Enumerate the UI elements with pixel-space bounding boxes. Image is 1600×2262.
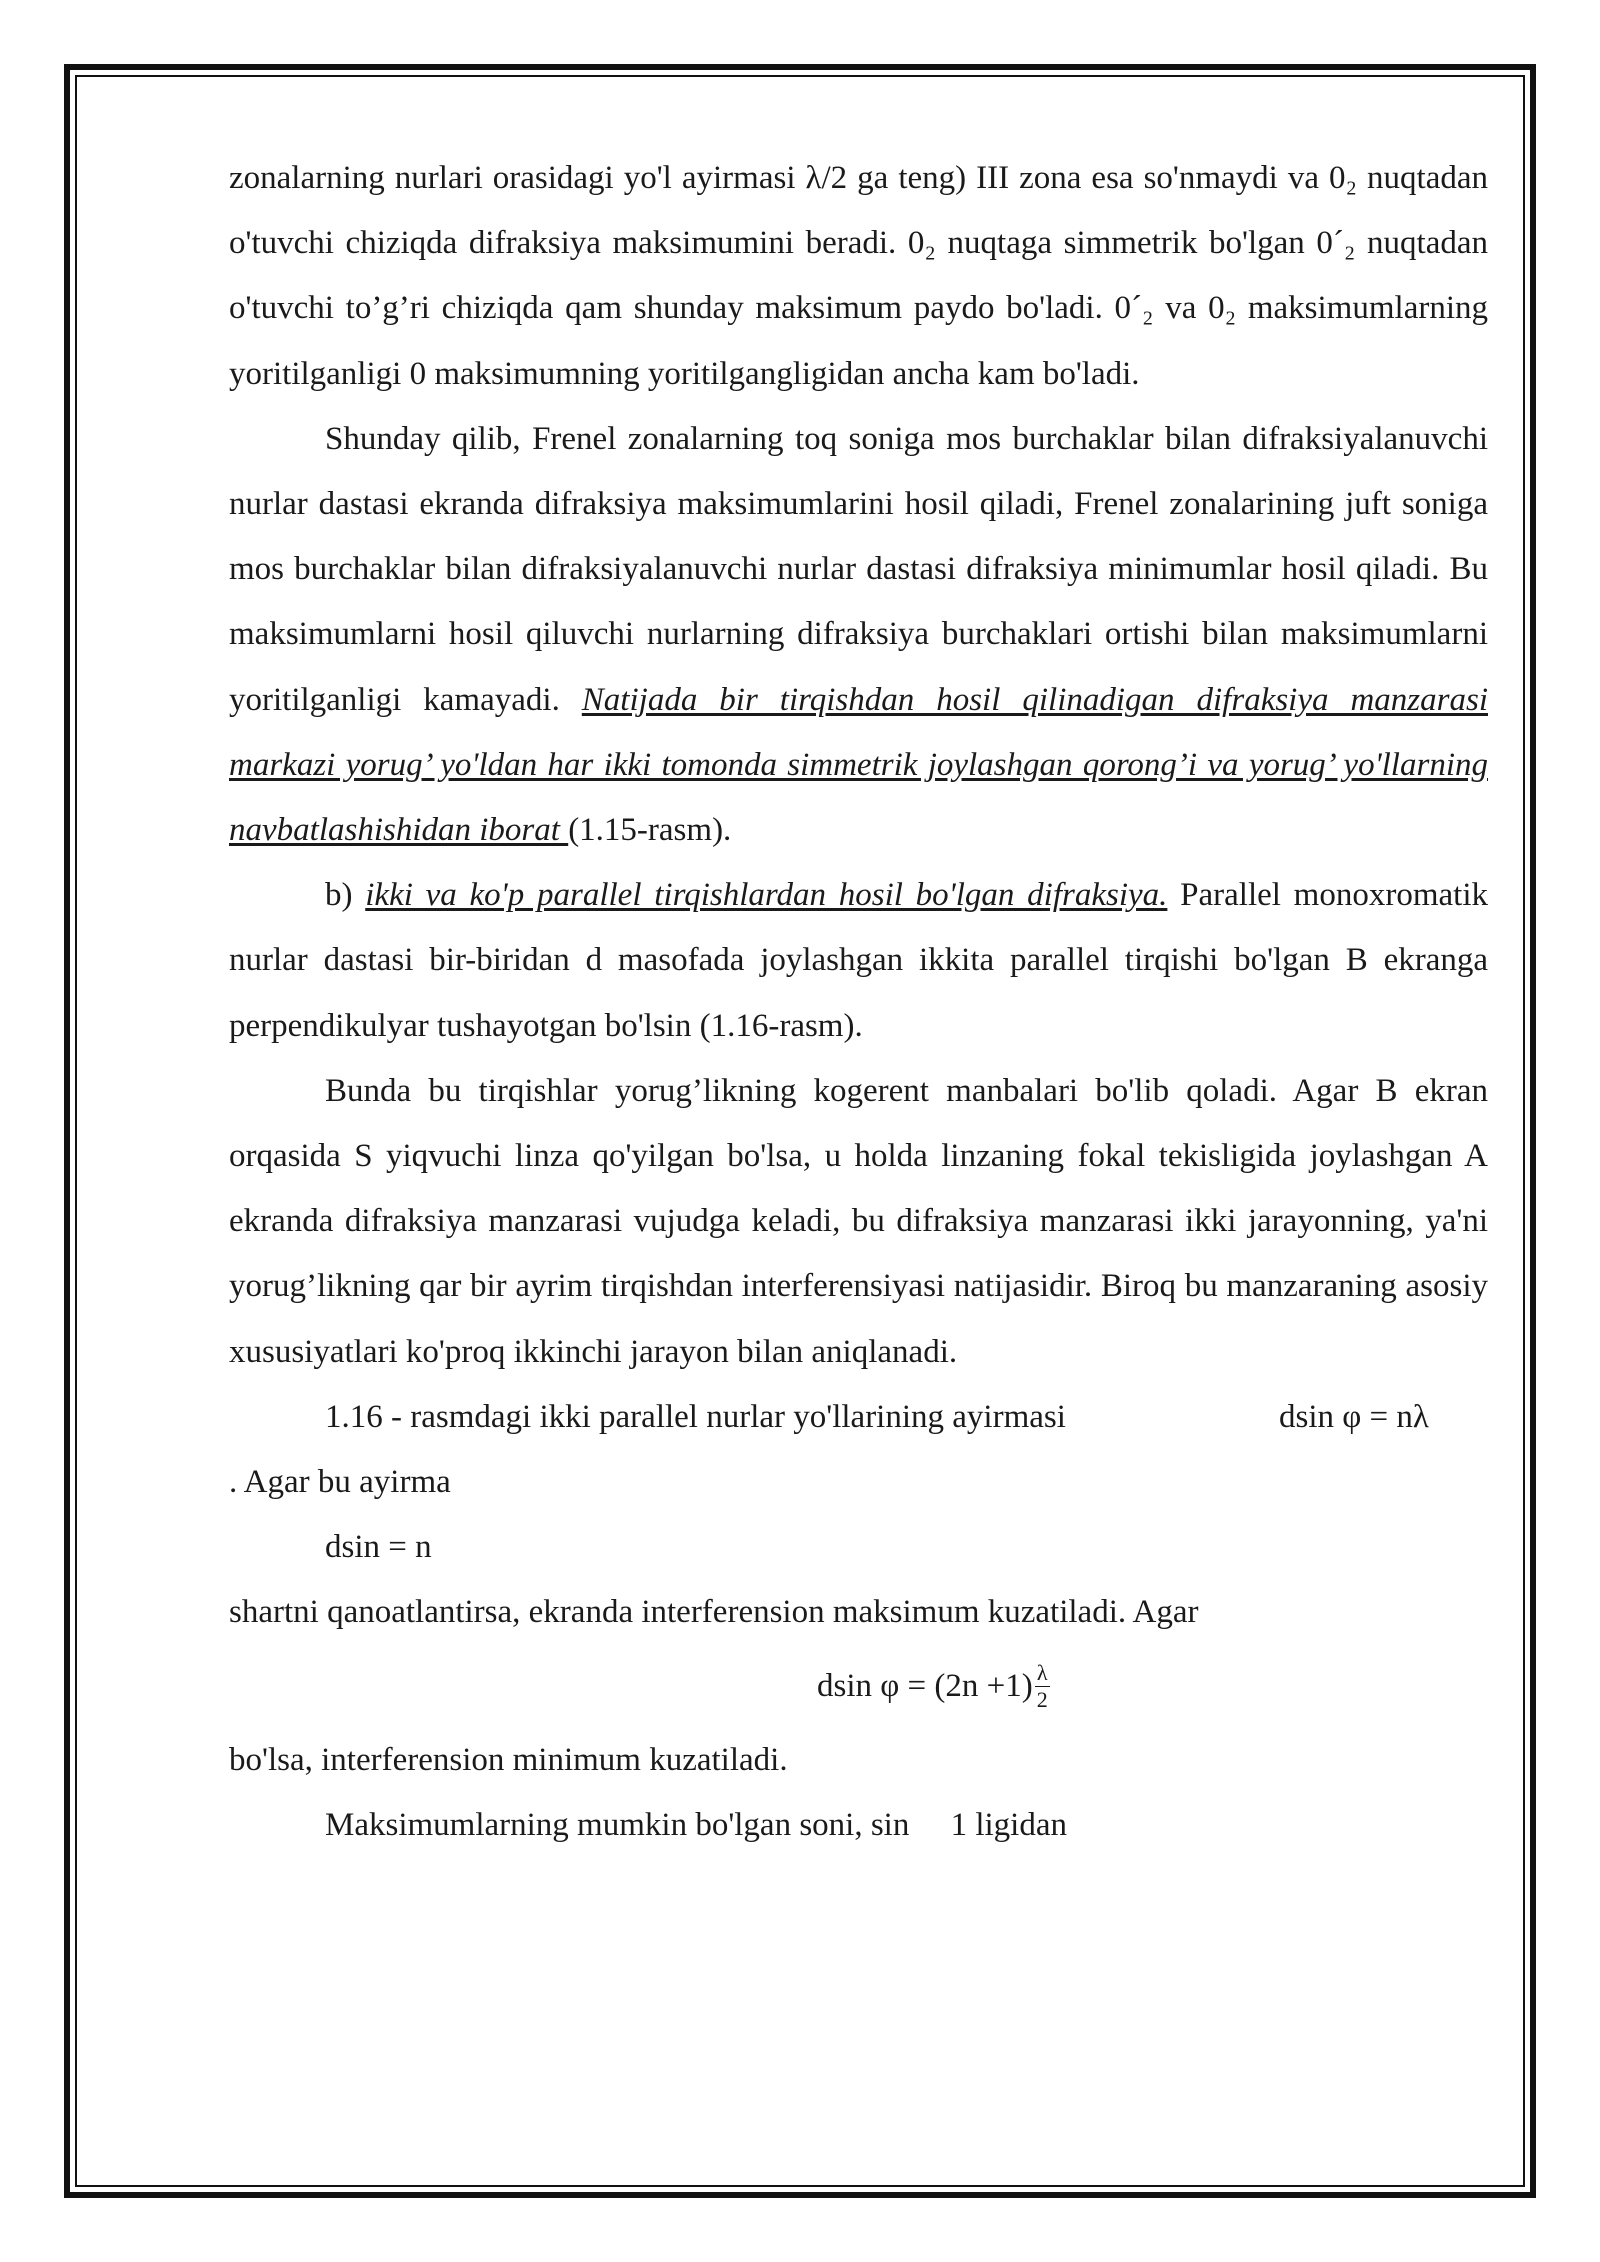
paragraph-2-text: Shunday qilib, Frenel zonalarning toq soniga mos burchaklar bilan difraksiyalanuvchi nurlar dastasi ekranda difraksiya maksimumlarini hosil qiladi, Frenel zonalarining juft soniga mos burchaklar bilan difraksiyalanuvchi nurlar dastasi difraksiya minimumlar hosil qiladi. Bu maksimumlarni hosil qiluvchi nurlarning difraksiya burchaklari ortishi bilan maksimumlarni yoritilganligi kamayadi. [229, 420, 1488, 718]
path-difference-formula: dsin φ = nλ [1279, 1398, 1429, 1435]
paragraph-8: shartni qanoatlantirsa, ekranda interferension maksimum kuzatiladi. Agar [229, 1594, 1199, 1631]
path-difference-line [229, 1385, 1488, 1450]
document-body [229, 146, 1488, 1858]
paragraph-2-emphasis: Natijada bir tirqishdan hosil qilinadigan difraksiya manzarasi markazi yorug’ yo'ldan har ikki tomonda simmetrik joylashgan qorong’i va yorug’ yo'llarning navbatlashishidan iborat [229, 681, 1489, 849]
fraction-denominator: 2 [1036, 1686, 1048, 1712]
path-difference-text: 1.16 - rasmdagi ikki parallel nurlar yo'llarining ayirmasi [325, 1398, 1066, 1435]
lambda-over-two-fraction [1035, 1660, 1050, 1713]
paragraph-2 [229, 407, 1488, 863]
paragraph-9: bo'lsa, interferension minimum kuzatiladi. [229, 1741, 788, 1778]
fraction-numerator: λ [1036, 1659, 1048, 1685]
paragraph-4: Bunda bu tirqishlar yorug’likning kogerent manbalari bo'lib qoladi. Agar B ekran orqasida S yiqvuchi linza qo'yilgan bo'lsa, u holda linzaning fokal tekisligida joylashgan A ekranda difraksiya manzarasi vujudga keladi, bu difraksiya manzarasi ikki jarayonning, ya'ni yorug’likning qar bir ayrim tirqishdan interferensiyasi natijasidir. Biroq bu manzaraning asosiy xususiyatlari ko'proq ikkinchi jarayon bilan aniqlanadi. [229, 1072, 1488, 1370]
paragraph-3 [229, 863, 1488, 1059]
paragraph-3-prefix: b) [325, 877, 366, 914]
minimum-formula-expression [817, 1654, 1050, 1719]
paragraph-1: zonalarning nurlari orasidagi yo'l ayirmasi λ/2 ga teng) III zona esa so'nmaydi va 0₂ nuqtadan o'tuvchi chiziqda difraksiya maksimumini beradi. 0₂ nuqtaga simmetrik bo'lgan 0´₂ nuqtadan o'tuvchi to’g’ri chiziqda qam shunday maksimum paydo bo'ladi. 0´₂ va 0₂ maksimumlarning yoritilganligi 0 maksimumning yoritilgangligidan ancha kam bo'ladi. [229, 160, 1488, 392]
formula-maximum-condition: dsin = n [325, 1529, 432, 1566]
paragraph-3-text: Parallel monoxromatik nurlar dastasi bir-biridan d masofada joylashgan ikkita parallel tirqishi bo'lgan B ekranga perpendikulyar tushayotgan bo'lsin (1.16-rasm). [229, 877, 1488, 1044]
paragraph-10: Maksimumlarning mumkin bo'lgan soni, sin 1 ligidan [325, 1806, 1068, 1843]
paragraph-3-heading: ikki va ko'p parallel tirqishlardan hosil bo'lgan difraksiya. [365, 877, 1168, 914]
paragraph-6: . Agar bu ayirma [229, 1464, 451, 1501]
minimum-formula-left: dsin φ = (2n +1) [817, 1667, 1033, 1704]
paragraph-2-tail: (1.15-rasm). [568, 812, 732, 849]
minimum-condition-formula [229, 1646, 1488, 1728]
